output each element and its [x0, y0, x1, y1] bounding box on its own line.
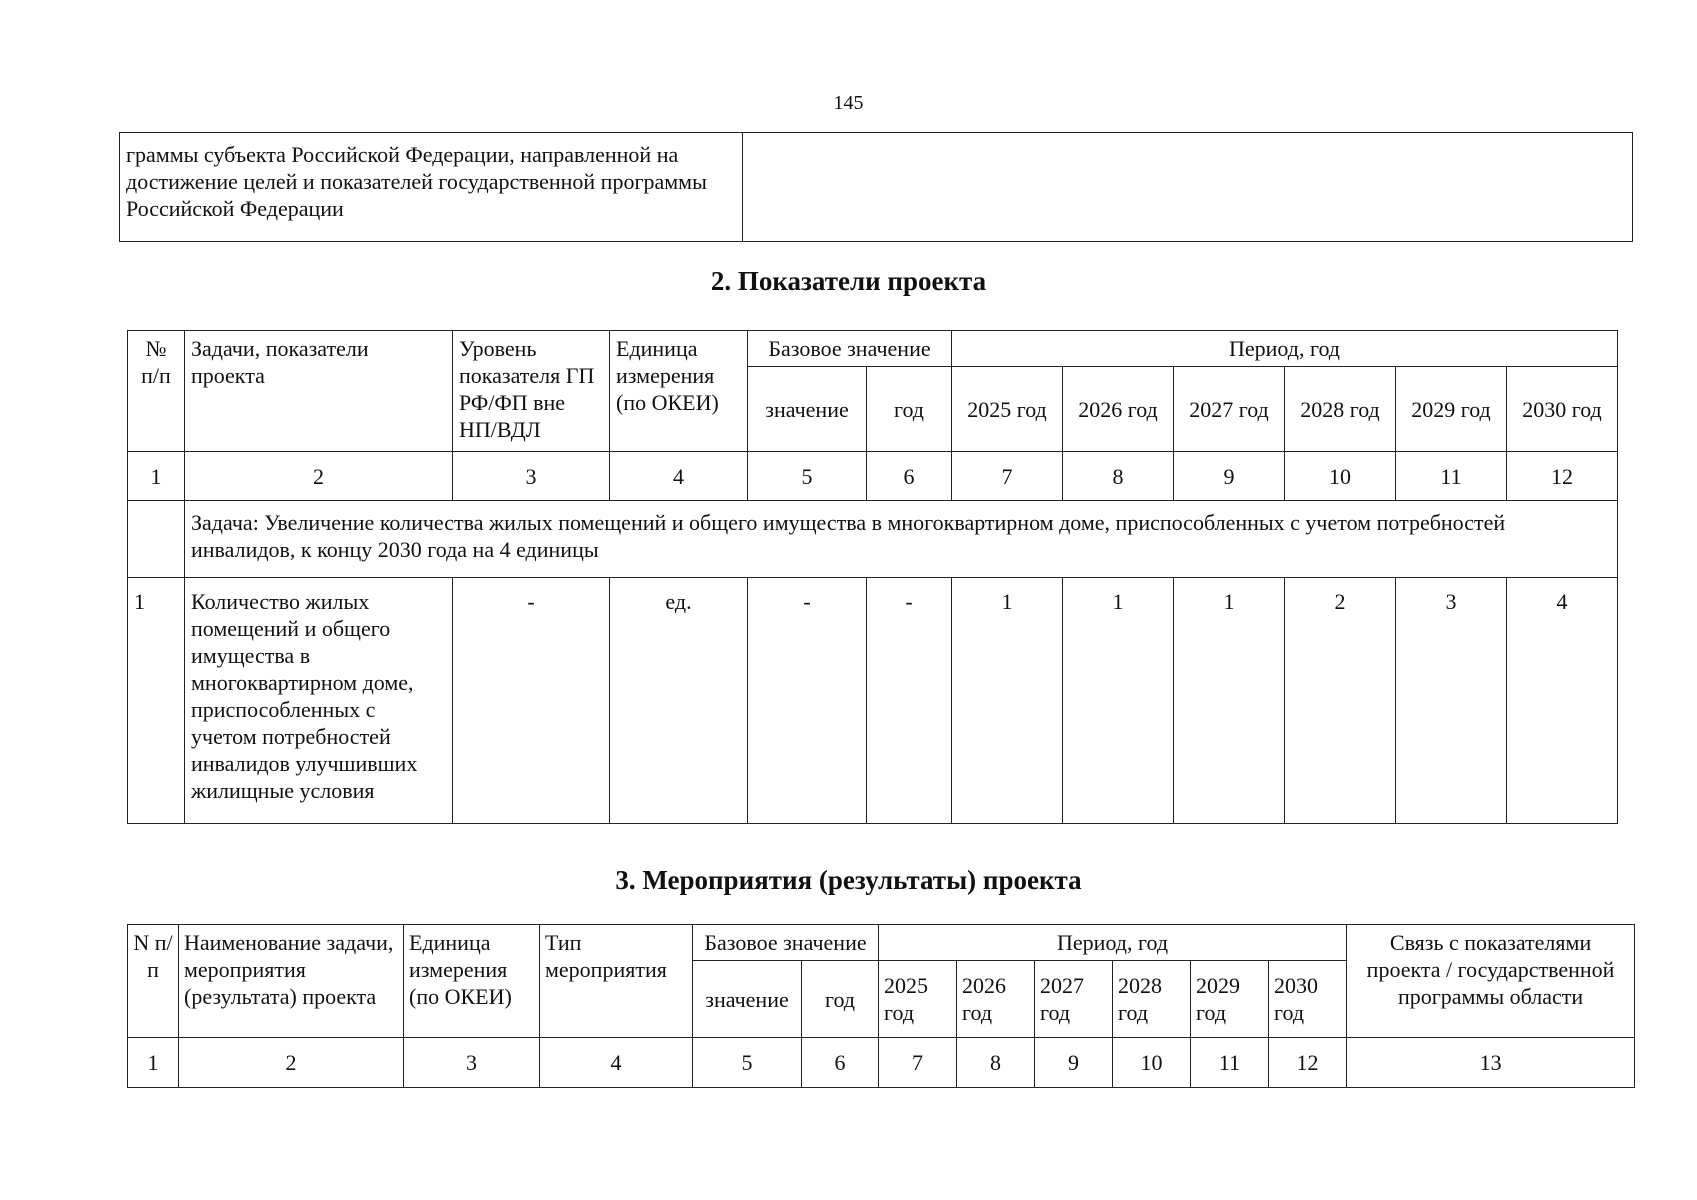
column-number: 9 — [1035, 1038, 1113, 1088]
column-number: 3 — [453, 452, 610, 501]
column-number: 7 — [952, 452, 1063, 501]
header-name: Задачи, показатели проекта — [185, 331, 453, 452]
page-number: 145 — [833, 92, 864, 114]
row-num: 1 — [128, 578, 185, 824]
header-level: Уровень показателя ГП РФ/ФП вне НП/ВДЛ — [453, 331, 610, 452]
header-year: 2029 год — [1396, 367, 1507, 452]
row-base-year: - — [867, 578, 952, 824]
column-number: 11 — [1191, 1038, 1269, 1088]
header-year: 2026 год — [1063, 367, 1174, 452]
header-period: Период, год — [879, 925, 1347, 961]
row-year-value: 1 — [1174, 578, 1285, 824]
column-number: 2 — [179, 1038, 404, 1088]
continuation-table — [119, 132, 1633, 242]
task-num-cell — [128, 501, 185, 578]
row-year-value: 2 — [1285, 578, 1396, 824]
section-2-title: 2. Показатели проекта — [710, 266, 987, 296]
column-number: 12 — [1269, 1038, 1347, 1088]
column-number: 5 — [748, 452, 867, 501]
header-num: N п/п — [128, 925, 179, 1038]
header-year: 2025 год — [879, 961, 957, 1038]
column-number: 11 — [1396, 452, 1507, 501]
header-period: Период, год — [952, 331, 1618, 367]
header-row-1 — [128, 331, 1618, 367]
header-num: № п/п — [128, 331, 185, 452]
header-year: 2025 год — [952, 367, 1063, 452]
header-row-1 — [128, 925, 1635, 961]
header-base-value: значение — [748, 367, 867, 452]
header-unit: Единица измерения (по ОКЕИ) — [404, 925, 540, 1038]
header-year: 2027 год — [1174, 367, 1285, 452]
row-name: Количество жилых помещений и общего имущества в многоквартирном доме, приспособленных с учетом потребностей инвалидов улучшивших жилищные условия — [185, 578, 453, 824]
header-type: Тип мероприятия — [540, 925, 693, 1038]
header-year: 2030 год — [1269, 961, 1347, 1038]
continuation-row — [120, 133, 1633, 242]
continuation-cell-text: граммы субъекта Российской Федерации, направленной на достижение целей и показателей государственной программы Российской Федерации — [120, 133, 743, 242]
project-indicators-table — [127, 330, 1618, 824]
column-number-row — [128, 1038, 1635, 1088]
column-number: 6 — [802, 1038, 879, 1088]
header-base-year: год — [802, 961, 879, 1038]
row-level: - — [453, 578, 610, 824]
row-year-value: 4 — [1507, 578, 1618, 824]
row-year-value: 3 — [1396, 578, 1507, 824]
task-row — [128, 501, 1618, 578]
column-number: 1 — [128, 452, 185, 501]
header-year: 2028 год — [1285, 367, 1396, 452]
row-unit: ед. — [610, 578, 748, 824]
row-year-value: 1 — [952, 578, 1063, 824]
header-year: 2026 год — [957, 961, 1035, 1038]
header-base: Базовое значение — [748, 331, 952, 367]
section-3-title: 3. Мероприятия (результаты) проекта — [615, 865, 1082, 895]
header-year: 2030 год — [1507, 367, 1618, 452]
column-number: 8 — [957, 1038, 1035, 1088]
header-year: 2027 год — [1035, 961, 1113, 1038]
column-number: 1 — [128, 1038, 179, 1088]
header-base: Базовое значение — [693, 925, 879, 961]
column-number: 4 — [540, 1038, 693, 1088]
header-link: Связь с показателями проекта / государственной программы области — [1347, 925, 1635, 1038]
header-year: 2028 год — [1113, 961, 1191, 1038]
column-number: 9 — [1174, 452, 1285, 501]
row-base-value: - — [748, 578, 867, 824]
table-row — [128, 578, 1618, 824]
column-number: 2 — [185, 452, 453, 501]
column-number: 13 — [1347, 1038, 1635, 1088]
column-number: 7 — [879, 1038, 957, 1088]
column-number: 4 — [610, 452, 748, 501]
header-year: 2029 год — [1191, 961, 1269, 1038]
header-base-year: год — [867, 367, 952, 452]
row-year-value: 1 — [1063, 578, 1174, 824]
column-number-row — [128, 452, 1618, 501]
column-number: 10 — [1285, 452, 1396, 501]
column-number: 8 — [1063, 452, 1174, 501]
column-number: 12 — [1507, 452, 1618, 501]
header-name: Наименование задачи, мероприятия (результата) проекта — [179, 925, 404, 1038]
column-number: 10 — [1113, 1038, 1191, 1088]
header-unit: Единица измерения (по ОКЕИ) — [610, 331, 748, 452]
project-activities-table — [127, 924, 1635, 1088]
column-number: 6 — [867, 452, 952, 501]
column-number: 5 — [693, 1038, 802, 1088]
header-base-value: значение — [693, 961, 802, 1038]
column-number: 3 — [404, 1038, 540, 1088]
continuation-cell-empty — [743, 133, 1633, 242]
task-text: Задача: Увеличение количества жилых помещений и общего имущества в многоквартирном доме, приспособленных с учетом потребностей инвалидов, к концу 2030 года на 4 единицы — [185, 501, 1618, 578]
